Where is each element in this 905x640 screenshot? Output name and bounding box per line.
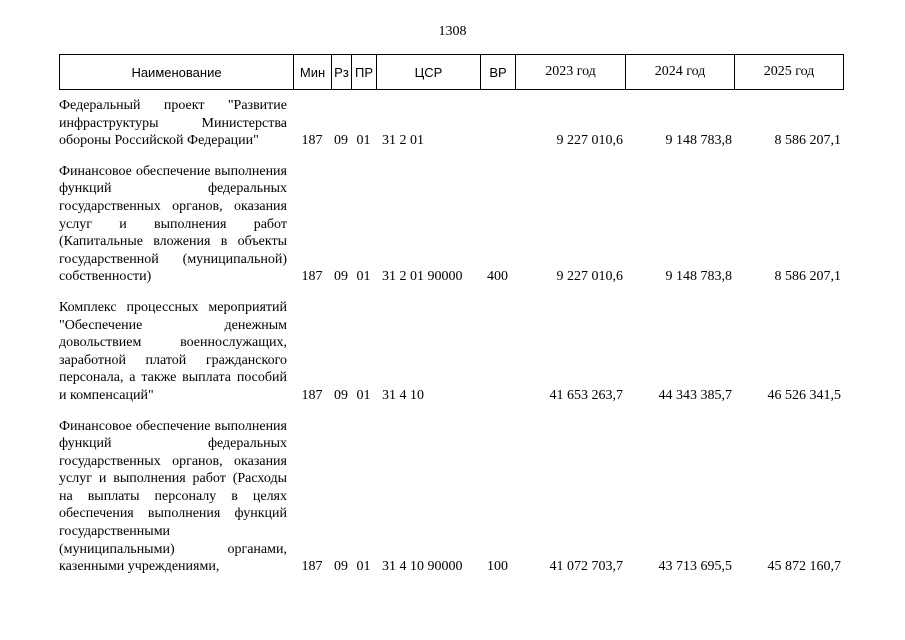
row-2024: 43 713 695,5 [658,559,732,575]
row-min: 187 [301,269,323,285]
row-2024: 44 343 385,7 [658,387,732,403]
row-csr: 31 2 01 [382,133,424,149]
table-row [59,299,843,418]
row-2025: 46 526 341,5 [767,387,841,403]
row-2024: 9 148 783,8 [665,133,732,149]
row-pr: 01 [356,133,371,149]
row-vr: 100 [487,559,508,575]
table-header [59,54,844,90]
row-name: Финансовое обеспечение выполнения функций федеральных государственных органов, оказания услуг и выполнения работ (Капитальные вложения в объекты государственной (муниципальной) собственности) [59,163,287,285]
row-min: 187 [301,559,323,575]
row-csr: 31 2 01 90000 [382,269,463,285]
budget-table [59,97,843,576]
table-row [59,418,843,576]
header-2023: 2023 год [516,55,626,90]
row-rz: 09 [334,387,348,403]
row-2025: 8 586 207,1 [774,269,841,285]
row-2023: 9 227 010,6 [556,269,623,285]
row-2023: 41 072 703,7 [549,559,623,575]
header-name: Наименование [60,55,294,90]
row-pr: 01 [356,269,371,285]
row-pr: 01 [356,387,371,403]
header-min: Мин [294,55,332,90]
header-pr: ПР [352,55,377,90]
header-2025: 2025 год [735,55,844,90]
row-vr: 400 [487,269,508,285]
row-name: Федеральный проект "Развитие инфраструктуры Министерства обороны Российской Федерации" [59,98,287,149]
row-2025: 45 872 160,7 [767,559,841,575]
row-rz: 09 [334,133,348,149]
row-name: Финансовое обеспечение выполнения функций федеральных государственных органов, оказания услуг и выполнения работ (Расходы на выплаты персоналу в целях обеспечения выполнения функций государственными (муниципальными) органами, казенными учреждениями, [59,418,287,575]
table-row [59,163,843,299]
row-min: 187 [301,133,323,149]
row-vr [480,97,515,163]
row-2023: 9 227 010,6 [556,133,623,149]
row-csr: 31 4 10 90000 [382,559,463,575]
header-rz: Рз [332,55,352,90]
header-csr: ЦСР [377,55,481,90]
header-2024: 2024 год [626,55,735,90]
row-csr: 31 4 10 [382,387,424,403]
page-number: 1308 [438,24,467,39]
row-name: Комплекс процессных мероприятий "Обеспечение денежным довольствием военнослужащих, заработной платой гражданского персонала, а также выплата пособий и компенсаций" [59,299,287,403]
row-2024: 9 148 783,8 [665,269,732,285]
header-vr: ВР [481,55,516,90]
row-2025: 8 586 207,1 [774,133,841,149]
row-pr: 01 [356,559,371,575]
row-2023: 41 653 263,7 [549,387,623,403]
row-rz: 09 [334,269,348,285]
table-row [59,97,843,163]
row-rz: 09 [334,559,348,575]
row-min: 187 [301,387,323,403]
row-vr [480,299,515,418]
